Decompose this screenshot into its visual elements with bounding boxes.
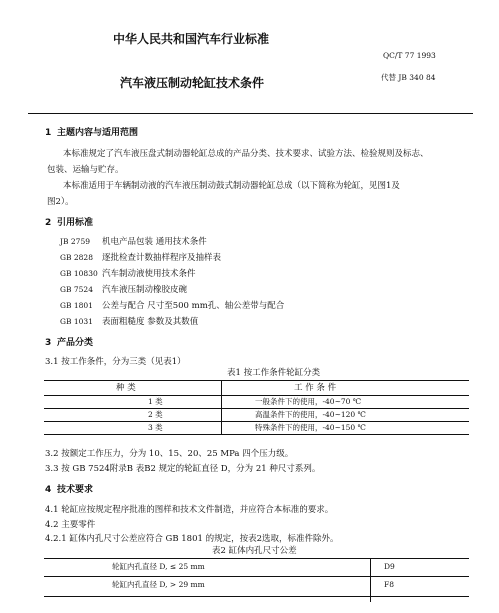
section-4-number: 4	[45, 485, 52, 495]
table-2-row-rule	[44, 576, 469, 577]
table-1-caption: 表1 按工作条件轮缸分类	[227, 368, 321, 378]
clause-3-1: 3.1 按工作条件，分为三类（见表1）	[45, 357, 186, 367]
table-2-cell-label: 轮缸内孔直径 D, > 29 mm	[112, 580, 205, 589]
table-1-cell-condition: 高温条件下的使用，-40~120 ℃	[255, 410, 366, 419]
reference-code: GB 1031	[60, 317, 93, 326]
reference-name: 公差与配合 尺寸至500 mm孔、轴公差带与配合	[102, 301, 285, 311]
reference-code: GB 1801	[60, 301, 93, 310]
table-1-bottom-border	[44, 434, 469, 435]
table-1-header-condition: 工 作 条 件	[294, 383, 337, 393]
section-3-number: 3	[45, 338, 52, 348]
table-1-cell-type: 3 类	[148, 423, 163, 432]
reference-code: GB 7524	[60, 285, 93, 294]
table-2-cell-label: 轮缸内孔直径 D, ≤ 25 mm	[112, 562, 205, 571]
reference-name: 表面粗糙度 参数及其数值	[102, 317, 199, 327]
replaces-standard: 代替 JB 340 84	[381, 73, 436, 82]
section-4-title: 技术要求	[57, 485, 94, 495]
section-1-paragraph-1-line-2: 包装、运输与贮存。	[47, 165, 124, 175]
table-1-cell-type: 1 类	[148, 397, 163, 406]
table-2-row-rule	[44, 596, 469, 597]
reference-name: 逐批检查计数抽样程序及抽样表	[102, 253, 222, 263]
standard-code: QC/T 77 1993	[383, 51, 436, 60]
table-1-column-divider	[221, 380, 222, 434]
clause-3-2: 3.2 按额定工作压力，分为 10、15、20、25 MPa 四个压力级。	[45, 449, 294, 459]
reference-code: JB 2759	[60, 237, 90, 246]
table-2-top-border	[44, 558, 469, 559]
clause-3-3: 3.3 按 GB 7524附录B 表B2 规定的轮缸直径 D，分为 21 种尺寸系列。	[45, 464, 321, 474]
table-1-cell-type: 2 类	[148, 410, 163, 419]
section-1-paragraph-2-line-2: 图2）。	[47, 197, 74, 207]
table-2-cell-value: F8	[384, 580, 394, 589]
reference-code: GB 2828	[60, 253, 93, 262]
reference-name: 机电产品包装 通用技术条件	[102, 237, 207, 247]
table-1-cell-condition: 特殊条件下的使用，-40~150 ℃	[255, 423, 366, 432]
table-1-header-rule	[44, 395, 469, 396]
table-2-caption: 表2 缸体内孔尺寸公差	[212, 546, 297, 556]
table-2-cell-value: D9	[384, 562, 395, 571]
table-1-cell-condition: 一般条件下的使用，-40~70 ℃	[255, 397, 362, 406]
standard-category-title: 中华人民共和国汽车行业标准	[113, 32, 270, 46]
table-1-header-type: 种 类	[116, 383, 136, 393]
section-1-paragraph-1-line-1: 本标准规定了汽车液压盘式制动器轮缸总成的产品分类、技术要求、试验方法、检验规则及标志、	[63, 149, 429, 159]
reference-name: 汽车液压制动橡胶皮碗	[102, 285, 188, 295]
section-1-paragraph-2-line-1: 本标准适用于车辆制动液的汽车液压制动鼓式制动器轮缸总成（以下简称为轮缸，见图1及	[63, 181, 400, 191]
reference-code: GB 10830	[60, 269, 98, 278]
section-3-title: 产品分类	[57, 338, 94, 348]
table-1-row-rule	[44, 408, 469, 409]
reference-name: 汽车制动液使用技术条件	[102, 269, 196, 279]
table-1-top-border	[44, 380, 469, 381]
section-1-number: 1	[45, 128, 52, 138]
clause-4-2-1: 4.2.1 缸体内孔尺寸公差应符合 GB 1801 的规定，按表2选取，标准件除外。	[45, 534, 339, 544]
clause-4-1: 4.1 轮缸应按规定程序批准的图样和技术文件制造，并应符合本标准的要求。	[45, 505, 334, 515]
section-1-title: 主题内容与适用范围	[57, 128, 139, 138]
document-title: 汽车液压制动轮缸技术条件	[120, 76, 265, 90]
header-divider	[28, 113, 473, 114]
section-2-number: 2	[45, 218, 52, 228]
clause-4-2: 4.2 主要零件	[45, 520, 96, 530]
table-1-row-rule	[44, 421, 469, 422]
section-2-title: 引用标准	[57, 218, 94, 228]
